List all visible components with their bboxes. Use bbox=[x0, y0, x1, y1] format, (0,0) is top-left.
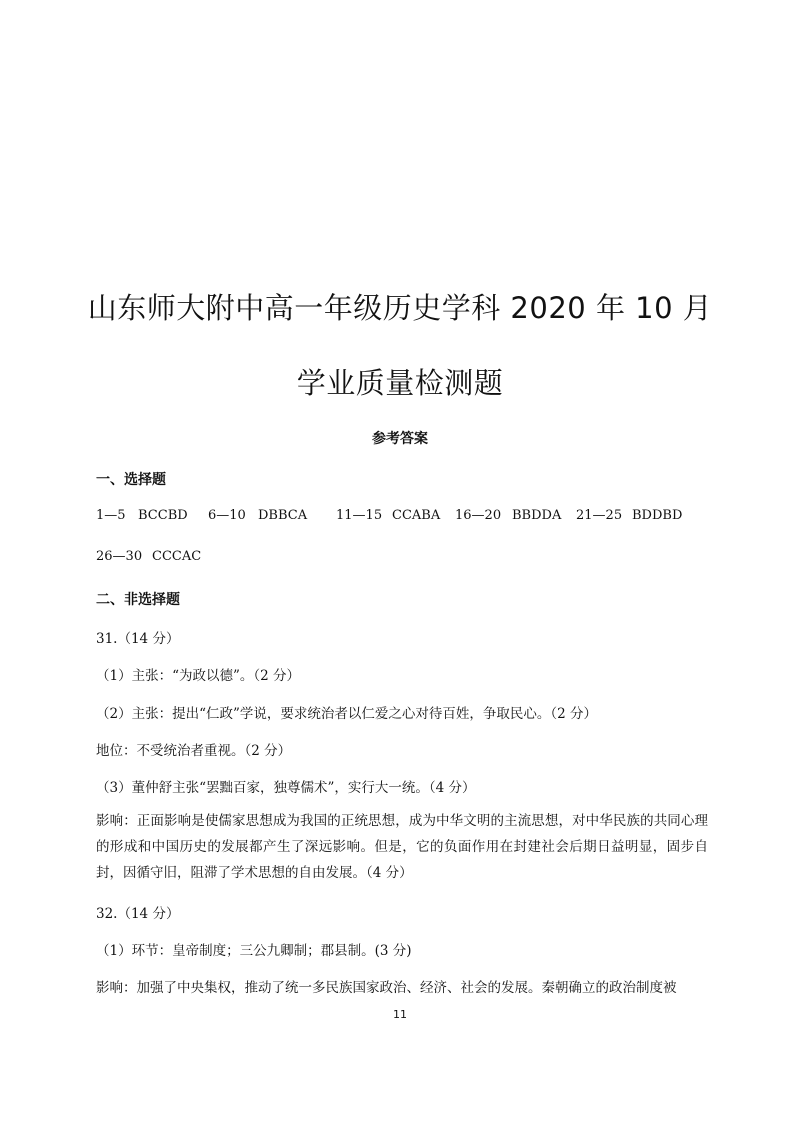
answer-range: 1—5 bbox=[96, 508, 126, 523]
question-31-part-3: （3）董仲舒主张“罢黜百家，独尊儒术”，实行大一统。（4 分） bbox=[96, 780, 476, 796]
answer-letters: DBBCA bbox=[258, 508, 308, 523]
answer-letters: BBDDA bbox=[512, 508, 562, 523]
document-title-line-2: 学业质量检测题 bbox=[296, 366, 504, 400]
question-31-impact: 影响：正面影响是使儒家思想成为我国的正统思想，成为中华文明的主流思想，对中华民族的共同心理的形成和中国历史的发展都产生了深远影响。但是，它的负面作用在封建社会后期日益明显，固步自封，因循守旧，阻滞了学术思想的自由发展。（4 分） bbox=[96, 813, 708, 881]
answer-letters: CCABA bbox=[392, 508, 441, 523]
question-31-heading: 31.（14 分） bbox=[96, 631, 180, 647]
question-31-part-1: （1）主张：“为政以德”。（2 分） bbox=[96, 668, 301, 684]
answer-letters: BCCBD bbox=[138, 508, 188, 523]
answer-letters: CCCAC bbox=[152, 549, 202, 564]
section-heading-nonchoice: 二、非选择题 bbox=[96, 592, 180, 608]
section-heading-choice: 一、选择题 bbox=[96, 472, 166, 488]
answer-range: 26—30 bbox=[96, 549, 143, 564]
answer-range: 16—20 bbox=[455, 508, 502, 523]
question-32-heading: 32.（14 分） bbox=[96, 906, 180, 922]
answer-letters: BDDBD bbox=[632, 508, 683, 523]
question-32-part-1: （1）环节：皇帝制度；三公九卿制；郡县制。(3 分) bbox=[96, 943, 412, 959]
answer-range: 21—25 bbox=[576, 508, 623, 523]
question-31-status: 地位：不受统治者重视。（2 分） bbox=[96, 743, 292, 759]
answer-range: 11—15 bbox=[336, 508, 383, 523]
question-31-part-2: （2）主张：提出“仁政”学说，要求统治者以仁爱之心对待百姓，争取民心。（2 分） bbox=[96, 706, 598, 722]
answer-key-heading: 参考答案 bbox=[372, 431, 428, 447]
question-32-impact: 影响：加强了中央集权，推动了统一多民族国家政治、经济、社会的发展。秦朝确立的政治制度被 bbox=[96, 980, 677, 996]
answer-range: 6—10 bbox=[208, 508, 246, 523]
page-number: 11 bbox=[393, 1008, 407, 1021]
document-title-line-1: 山东师大附中高一年级历史学科 2020 年 10 月 bbox=[87, 291, 713, 325]
